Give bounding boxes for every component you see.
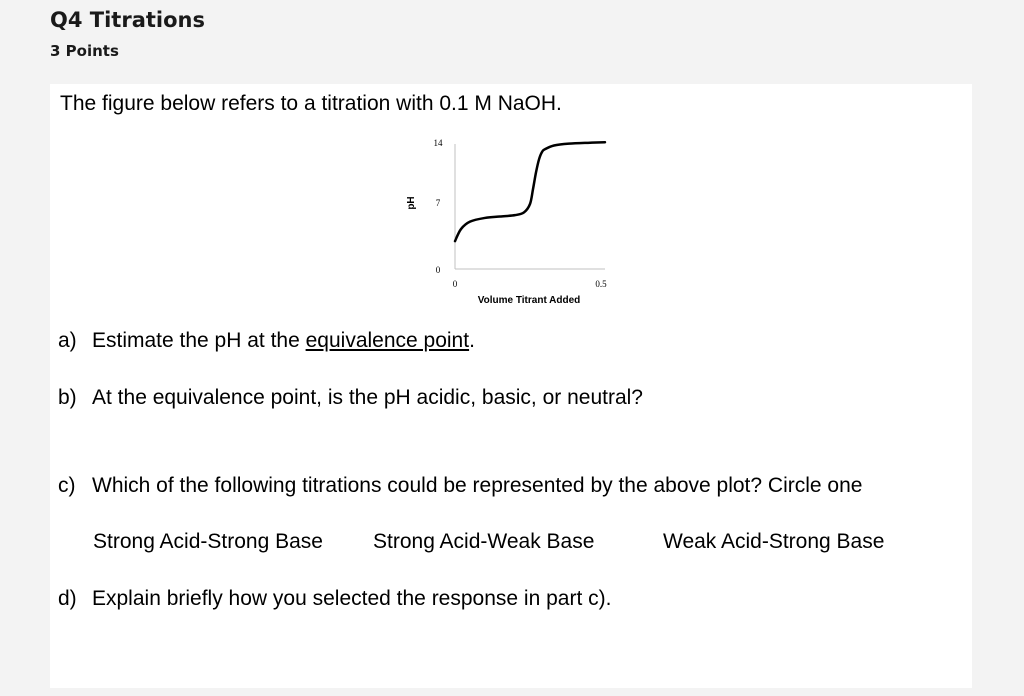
- question-card: [50, 84, 972, 688]
- part-c-label: c): [58, 474, 76, 497]
- x-axis-label: Volume Titrant Added: [477, 295, 581, 306]
- part-b-text: At the equivalence point, is the pH acidic, basic, or neutral?: [92, 386, 643, 409]
- question-title: Q4 Titrations: [50, 8, 205, 32]
- y-axis-label: pH: [406, 196, 417, 210]
- part-a-period: .: [469, 329, 475, 352]
- part-a-text: Estimate the pH at the: [92, 329, 306, 352]
- question-intro: The figure below refers to a titration with 0.1 M NaOH.: [60, 92, 562, 115]
- x-tick-label-0-5: 0.5: [595, 279, 607, 289]
- choice-strong-acid-strong-base: Strong Acid-Strong Base: [93, 530, 323, 553]
- question-part-b: [58, 386, 643, 410]
- question-part-c: [58, 474, 862, 498]
- question-points: 3 Points: [50, 42, 119, 60]
- choice-strong-acid-weak-base: Strong Acid-Weak Base: [373, 530, 595, 553]
- part-a-underlined-term: equivalence point: [305, 329, 470, 352]
- part-b-label: b): [58, 386, 77, 409]
- part-d-text: Explain briefly how you selected the response in part c).: [92, 587, 612, 610]
- question-part-a: [58, 329, 475, 353]
- y-tick-label-7: 7: [435, 198, 441, 208]
- choice-weak-acid-strong-base: Weak Acid-Strong Base: [663, 530, 885, 553]
- x-tick-label-0: 0: [452, 279, 458, 289]
- titration-chart: [390, 129, 670, 314]
- part-a-label: a): [58, 329, 77, 352]
- question-part-d: [58, 587, 611, 611]
- y-tick-label-14: 14: [433, 138, 443, 148]
- y-tick-label-0: 0: [435, 265, 441, 275]
- titration-curve-line: [455, 142, 605, 241]
- part-d-label: d): [58, 587, 77, 610]
- part-c-text: Which of the following titrations could be represented by the above plot? Circle one: [92, 474, 863, 497]
